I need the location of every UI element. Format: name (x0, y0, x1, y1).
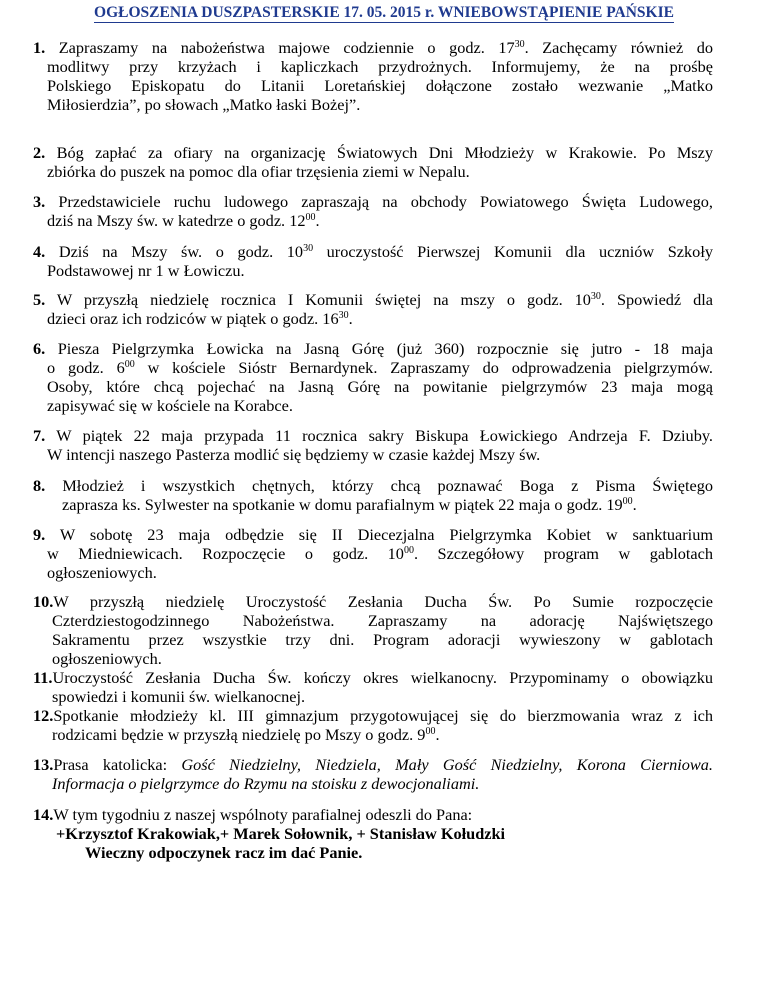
announcement-8: 8. Młodzież i wszystkich chętnych, którzy chcą poznawać Boga z Pisma Świętego zaprasza ks. Sylwester na spotkanie w domu parafialnym w piątek 22 maja o godz. $19^{00}$. (33, 476, 713, 514)
announcement-13: 13.Prasa katolicka: Gość Niedzielny, Niedziela, Mały Gość Niedzielny, Korona Cierniowa. Informacja o pielgrzymce do Rzymu na stoisku z dewocjonaliami. (33, 755, 713, 793)
announcement-1: 1. Zapraszamy na nabożeństwa majowe codziennie o godz. $17^{30}$. Zachęcamy również do modlitwy przy krzyżach i kapliczkach przydrożnych. Informujemy, że na prośbę Polskiego Episkopatu do Litanii Loretańskiej dołączone zostało wezwanie „Matko Miłosierdzia”, po słowach „Matko łaski Bożej”. (33, 38, 713, 114)
announcement-12: 12.Spotkanie młodzieży kl. III gimnazjum przygotowującej się do bierzmowania wraz z ich rodzicami będzie w przyszłą niedzielę po Mszy o godz. $9^{00}$. (33, 706, 713, 744)
announcement-14: 14.W tym tygodniu z naszej wspólnoty parafialnej odeszli do Pana: +Krzysztof Krakowiak,+ Marek Sołownik, + Stanisław Kołudzki Wieczny odpoczynek racz im dać Panie. (33, 805, 713, 862)
announcement-5: 5. W przyszłą niedzielę rocznica I Komunii świętej na mszy o godz. $10^{30}$. Spowiedź dla dzieci oraz ich rodziców w piątek o godz. $16^{30}$. (33, 290, 714, 328)
announcement-4: 4. Dziś na Mszy św. o godz. $10^{30}$ uroczystość Pierwszej Komunii dla uczniów Szkoły Podstawowej nr 1 w Łowiczu. (33, 242, 713, 280)
deceased-names: +Krzysztof Krakowiak,+ Marek Sołownik, + Stanisław Kołudzki (56, 824, 506, 843)
announcement-9: 9. W sobotę 23 maja odbędzie się II Diecezjalna Pielgrzymka Kobiet w sanktuarium w Miedniewicach. Rozpoczęcie o godz. $10^{00}$. Szczegółowy program w gablotach ogłoszeniowych. (33, 525, 713, 582)
announcement-7: 7. W piątek 22 maja przypada 11 rocznica sakry Biskupa Łowickiego Andrzeja F. Dziuby. W intencji naszego Pasterza modlić się będziemy w czasie każdej Mszy św. (33, 426, 713, 464)
announcement-6: 6. Piesza Pielgrzymka Łowicka na Jasną Górę (już 360) rozpocznie się jutro - 18 maja o godz. $6^{00}$ w kościele Sióstr Bernardynek. Zapraszamy do odprowadzenia pielgrzymów. Osoby, które chcą pojechać na Jasną Górę na powitanie pielgrzymów 23 maja mogą zapisywać się w kościele na Korabce. (33, 339, 714, 415)
announcement-11: 11.Uroczystość Zesłania Ducha Św. kończy okres wielkanocny. Przypominamy o obowiązku spowiedzi i komunii św. wielkanocnej. (33, 668, 713, 706)
page-title: OGŁOSZENIA DUSZPASTERSKIE 17. 05. 2015 r. WNIEBOWSTĄPIENIE PAŃSKIE (94, 4, 674, 21)
announcement-10: 10.W przyszłą niedzielę Uroczystość Zesłania Ducha Św. Po Sumie rozpoczęcie Czterdziestogodzinnego Nabożeństwa. Zapraszamy na adorację Najświętszego Sakramentu przez wszystkie trzy dni. Program adoracji wywieszony w gablotach ogłoszeniowych. (33, 592, 713, 668)
announcement-3: 3. Przedstawiciele ruchu ludowego zapraszają na obchody Powiatowego Święta Ludowego, dziś na Mszy św. w katedrze o godz. $12^{00}$. (33, 192, 713, 230)
prayer-line: Wieczny odpoczynek racz im dać Panie. (85, 843, 363, 862)
announcement-2: 2. Bóg zapłać za ofiary na organizację Światowych Dni Młodzieży w Krakowie. Po Mszy zbiórka do puszek na pomoc dla ofiar trzęsienia ziemi w Nepalu. (33, 143, 713, 181)
